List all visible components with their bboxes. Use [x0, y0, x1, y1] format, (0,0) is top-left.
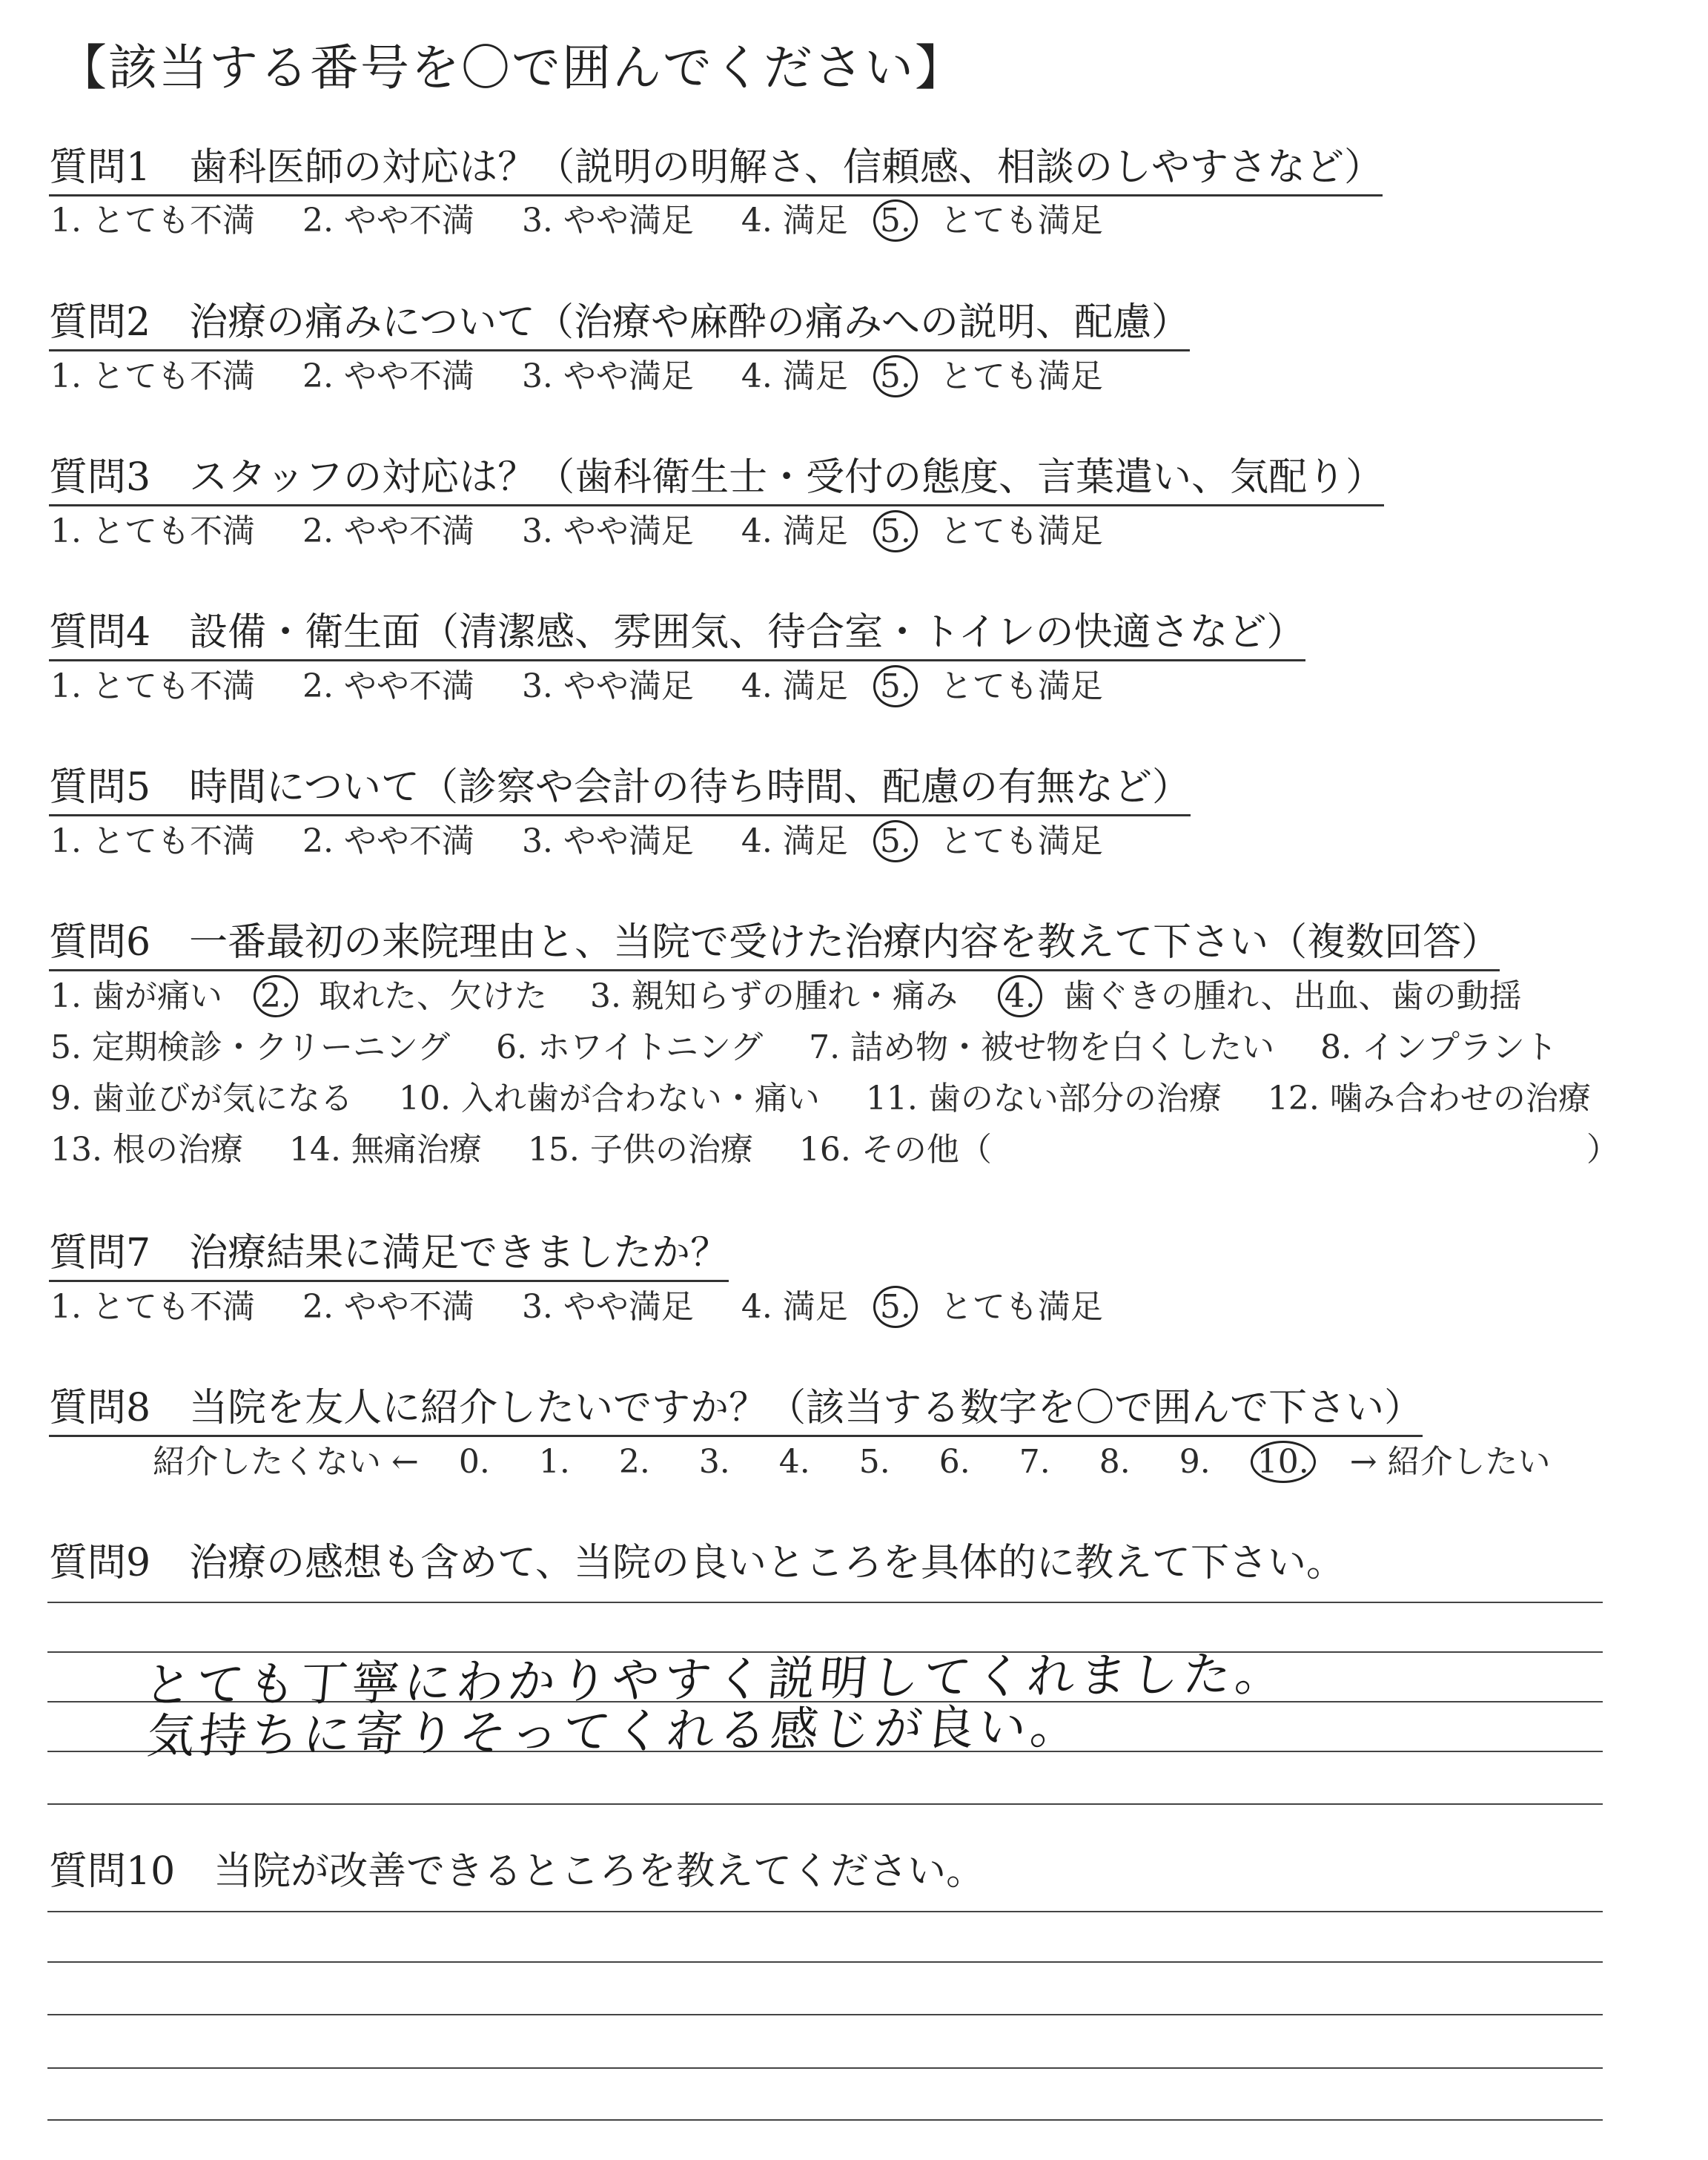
question-1-title: 質問1 歯科医師の対応は？（説明の明解さ、信頼感、相談のしやすさなど） — [49, 145, 1383, 196]
question-1-options — [50, 200, 1103, 242]
option-14[interactable]: 14. 無痛治療 — [288, 1131, 482, 1169]
option-4[interactable]: 4. 満足 — [741, 512, 848, 550]
option-5-circled[interactable]: 5. — [873, 1286, 918, 1328]
question-7-title: 質問7 治療結果に満足できましたか？ — [49, 1231, 729, 1282]
question-6-row-1 — [50, 976, 1522, 1017]
question-5-options — [50, 821, 1103, 862]
scale-10-circled[interactable]: 10. — [1251, 1441, 1316, 1483]
option-2[interactable]: 2. やや不満 — [302, 667, 474, 705]
option-5-label: とても満足 — [939, 667, 1103, 705]
option-2[interactable]: 2. やや不満 — [302, 357, 474, 395]
option-5[interactable]: 5. 定期検診・クリーニング — [50, 1028, 451, 1066]
page-title: 【該当する番号を〇で囲んでください】 — [58, 39, 965, 96]
option-3[interactable]: 3. やや満足 — [521, 357, 694, 395]
answer-line — [47, 1961, 1603, 1963]
scale-left-label: 紹介したくない ← — [153, 1443, 419, 1481]
option-10[interactable]: 10. 入れ歯が合わない・痛い — [398, 1080, 820, 1117]
option-9[interactable]: 9. 歯並びが気になる — [50, 1080, 353, 1117]
scale-2[interactable]: 2. — [618, 1443, 650, 1481]
question-5-title: 質問5 時間について（診察や会計の待ち時間、配慮の有無など） — [49, 765, 1191, 816]
option-8[interactable]: 8. インプラント — [1320, 1028, 1558, 1066]
option-4-label: 歯ぐきの腫れ、出血、歯の動揺 — [1062, 977, 1522, 1015]
scale-4[interactable]: 4. — [778, 1443, 810, 1481]
option-15[interactable]: 15. 子供の治療 — [527, 1131, 753, 1169]
option-5-circled[interactable]: 5. — [873, 199, 918, 242]
option-1[interactable]: 1. とても不満 — [50, 822, 255, 860]
option-5-label: とても満足 — [939, 202, 1103, 240]
option-1[interactable]: 1. とても不満 — [50, 512, 255, 550]
scale-8[interactable]: 8. — [1099, 1443, 1131, 1481]
question-8-scale — [153, 1441, 1551, 1483]
option-4[interactable]: 4. 満足 — [741, 357, 848, 395]
scale-7[interactable]: 7. — [1019, 1443, 1050, 1481]
scale-right-label: → 紹介したい — [1349, 1443, 1551, 1481]
option-16[interactable]: 16. その他（ — [798, 1131, 992, 1169]
question-3-options — [50, 511, 1103, 552]
option-11[interactable]: 11. 歯のない部分の治療 — [865, 1080, 1222, 1117]
handwritten-answer-line-2[interactable]: 気持ちに寄りそってくれる感じが良い。 — [145, 1700, 1085, 1765]
question-10-title: 質問10 当院が改善できるところを教えてください。 — [49, 1849, 985, 1894]
option-5-label: とても満足 — [939, 512, 1103, 550]
question-8-title: 質問8 当院を友人に紹介したいですか？（該当する数字を〇で囲んで下さい） — [49, 1386, 1423, 1437]
option-16-close-paren: ） — [1586, 1131, 1619, 1169]
scale-9[interactable]: 9. — [1179, 1443, 1211, 1481]
option-1[interactable]: 1. とても不満 — [50, 202, 255, 240]
option-5-circled[interactable]: 5. — [873, 665, 918, 707]
option-5-circled[interactable]: 5. — [873, 820, 918, 862]
option-3[interactable]: 3. やや満足 — [521, 667, 694, 705]
scale-1[interactable]: 1. — [538, 1443, 570, 1481]
question-6-row-3 — [50, 1078, 1591, 1120]
option-4[interactable]: 4. 満足 — [741, 667, 848, 705]
answer-line — [47, 2119, 1603, 2121]
answer-line — [47, 1911, 1603, 1912]
option-1[interactable]: 1. とても不満 — [50, 1288, 255, 1326]
question-6-row-2 — [50, 1027, 1558, 1069]
option-6[interactable]: 6. ホワイトニング — [496, 1028, 764, 1066]
option-5-circled[interactable]: 5. — [873, 510, 918, 552]
option-1[interactable]: 1. とても不満 — [50, 667, 255, 705]
scale-0[interactable]: 0. — [458, 1443, 490, 1481]
option-3[interactable]: 3. やや満足 — [521, 822, 694, 860]
question-6-title: 質問6 一番最初の来院理由と、当院で受けた治療内容を教えて下さい（複数回答） — [49, 920, 1500, 971]
question-4-options — [50, 666, 1103, 707]
question-9-title: 質問9 治療の感想も含めて、当院の良いところを具体的に教えて下さい。 — [49, 1541, 1345, 1585]
option-2[interactable]: 2. やや不満 — [302, 202, 474, 240]
question-2-title: 質問2 治療の痛みについて（治療や麻酔の痛みへの説明、配慮） — [49, 300, 1190, 351]
option-2[interactable]: 2. やや不満 — [302, 512, 474, 550]
option-2-circled[interactable]: 2. — [254, 975, 298, 1017]
option-1[interactable]: 1. とても不満 — [50, 357, 255, 395]
option-4[interactable]: 4. 満足 — [741, 822, 848, 860]
option-4[interactable]: 4. 満足 — [741, 202, 848, 240]
question-2-options — [50, 356, 1103, 397]
option-13[interactable]: 13. 根の治療 — [50, 1131, 243, 1169]
handwritten-answer-line-1[interactable]: とても丁寧にわかりやすく説明してくれました。 — [142, 1646, 1290, 1714]
scale-5[interactable]: 5. — [858, 1443, 890, 1481]
answer-line — [47, 1803, 1603, 1805]
question-3-title: 質問3 スタッフの対応は？（歯科衛生士・受付の態度、言葉遣い、気配り） — [49, 455, 1384, 506]
scale-6[interactable]: 6. — [939, 1443, 970, 1481]
option-5-circled[interactable]: 5. — [873, 355, 918, 397]
question-4-title: 質問4 設備・衛生面（清潔感、雰囲気、待合室・トイレの快適さなど） — [49, 610, 1305, 661]
option-3[interactable]: 3. 親知らずの腫れ・痛み — [589, 977, 958, 1015]
option-4[interactable]: 4. 満足 — [741, 1288, 848, 1326]
option-1[interactable]: 1. 歯が痛い — [50, 977, 222, 1015]
option-3[interactable]: 3. やや満足 — [521, 512, 694, 550]
option-3[interactable]: 3. やや満足 — [521, 202, 694, 240]
option-7[interactable]: 7. 詰め物・被せ物を白くしたい — [809, 1028, 1275, 1066]
answer-line — [47, 2014, 1603, 2015]
answer-line — [47, 1602, 1603, 1603]
option-5-label: とても満足 — [939, 822, 1103, 860]
option-12[interactable]: 12. 噛み合わせの治療 — [1267, 1080, 1591, 1117]
option-2[interactable]: 2. やや不満 — [302, 822, 474, 860]
question-7-options — [50, 1287, 1103, 1328]
option-5-label: とても満足 — [939, 357, 1103, 395]
answer-line — [47, 2067, 1603, 2069]
question-6-row-4 — [50, 1129, 992, 1171]
scale-3[interactable]: 3. — [698, 1443, 730, 1481]
option-2[interactable]: 2. やや不満 — [302, 1288, 474, 1326]
option-5-label: とても満足 — [939, 1288, 1103, 1326]
option-3[interactable]: 3. やや満足 — [521, 1288, 694, 1326]
option-4-circled[interactable]: 4. — [998, 975, 1042, 1017]
option-2-label: 取れた、欠けた — [318, 977, 547, 1015]
